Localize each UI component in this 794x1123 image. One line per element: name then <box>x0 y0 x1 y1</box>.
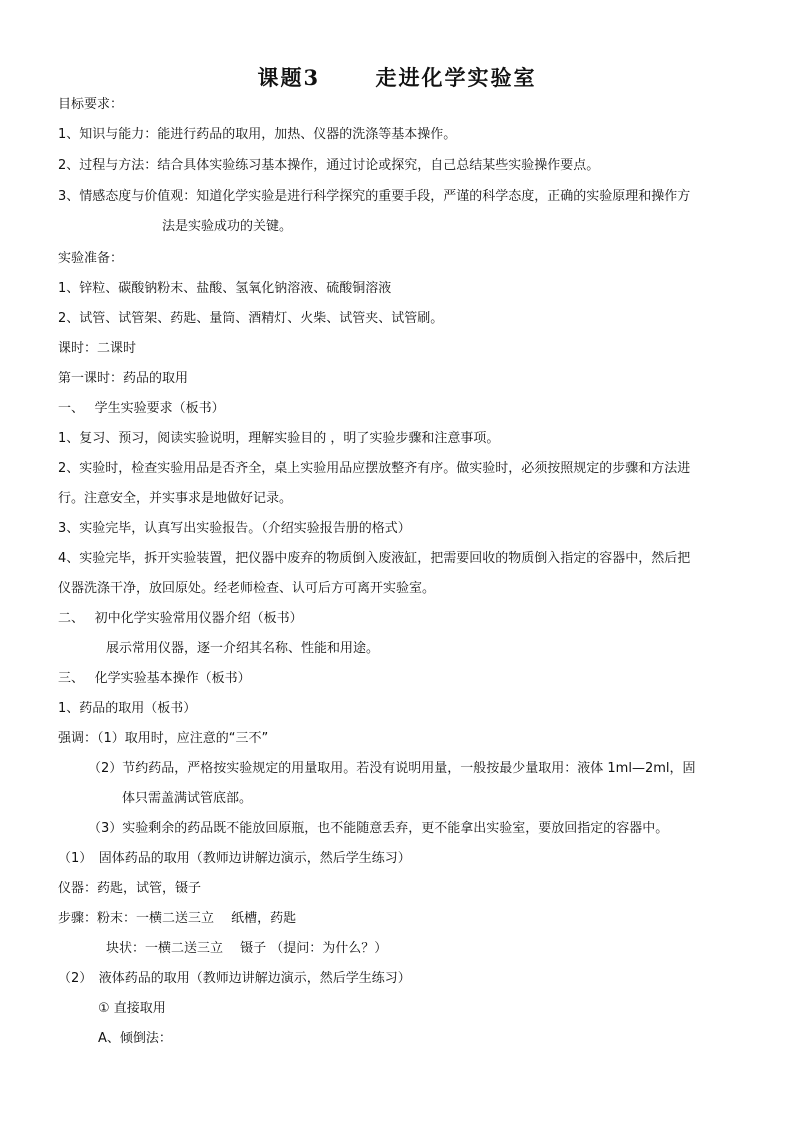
section-one-heading: 一、 学生实验要求（板书） <box>58 401 225 416</box>
section-three-heading: 三、 化学实验基本操作（板书） <box>58 671 251 686</box>
section-heading-preparation: 实验准备： <box>58 251 124 266</box>
liquid-drug-heading: （2） 液体药品的取用（教师边讲解边演示，然后学生练习） <box>58 971 411 986</box>
preparation-item-1: 1、锌粒、碳酸钠粉末、盐酸、氢氧化钠溶液、硫酸铜溶液 <box>58 281 392 296</box>
goal-item-2: 2、过程与方法：结合具体实验练习基本操作，通过讨论或探究，自己总结某些实验操作要点。 <box>58 158 600 173</box>
lesson-hours: 课时：二课时 <box>58 341 137 356</box>
instruments-line: 仪器：药匙，试管，镊子 <box>58 881 202 896</box>
section-two-text: 展示常用仪器，逐一介绍其名称、性能和用途。 <box>106 641 380 656</box>
goal-item-3: 3、情感态度与价值观：知道化学实验是进行科学探究的重要手段，严谨的科学态度，正确的实验原理和操作方 <box>58 189 691 204</box>
emphasis-item-3: （3）实验剩余的药品既不能放回原瓶，也不能随意丢弃，更不能拿出实验室，要放回指定的容器中。 <box>88 821 669 836</box>
pouring-method-heading: A、倾倒法： <box>98 1031 172 1046</box>
requirement-item-4-continued: 仪器洗涤干净，放回原处。经老师检查、认可后方可离开实验室。 <box>58 581 436 596</box>
section-heading-goals: 目标要求： <box>58 97 124 112</box>
page-title: 课题3 走进化学实验室 <box>257 65 537 90</box>
requirement-item-1: 1、复习、预习，阅读实验说明，理解实验目的 ，明了实验步骤和注意事项。 <box>58 431 500 446</box>
section-two-heading: 二、 初中化学实验常用仪器介绍（板书） <box>58 611 303 626</box>
preparation-item-2: 2、试管、试管架、药匙、量筒、酒精灯、火柴、试管夹、试管刷。 <box>58 311 444 326</box>
requirement-item-2: 2、实验时，检查实验用品是否齐全，桌上实验用品应摆放整齐有序。做实验时，必须按照规定的步骤和方法进 <box>58 461 691 476</box>
steps-line-block: 块状：一横二送三立 镊子 （提问：为什么？） <box>106 941 388 956</box>
emphasis-item-2: （2）节约药品，严格按实验规定的用量取用。若没有说明用量，一般按最少量取用：液体 1ml—2ml，固 <box>88 761 696 776</box>
requirement-item-4: 4、实验完毕，拆开实验装置，把仪器中废弃的物质倒入废液缸，把需要回收的物质倒入指定的容器中，然后把 <box>58 551 691 566</box>
emphasis-item-1: 强调：（1）取用时，应注意的“三不” <box>58 731 269 746</box>
goal-item-3-continued: 法是实验成功的关键。 <box>162 219 293 234</box>
requirement-item-3: 3、实验完毕，认真写出实验报告。（介绍实验报告册的格式） <box>58 521 411 536</box>
requirement-item-2-continued: 行。注意安全，并实事求是地做好记录。 <box>58 491 293 506</box>
steps-line-powder: 步骤：粉末：一横二送三立 纸槽，药匙 <box>58 911 297 926</box>
first-lesson-heading: 第一课时：药品的取用 <box>58 371 189 386</box>
subsection-drug-taking: 1、药品的取用（板书） <box>58 701 197 716</box>
direct-take-heading: ① 直接取用 <box>98 1001 166 1016</box>
solid-drug-heading: （1） 固体药品的取用（教师边讲解边演示，然后学生练习） <box>58 851 411 866</box>
goal-item-1: 1、知识与能力：能进行药品的取用，加热、仪器的洗涤等基本操作。 <box>58 127 457 142</box>
emphasis-item-2-continued: 体只需盖满试管底部。 <box>122 791 253 806</box>
